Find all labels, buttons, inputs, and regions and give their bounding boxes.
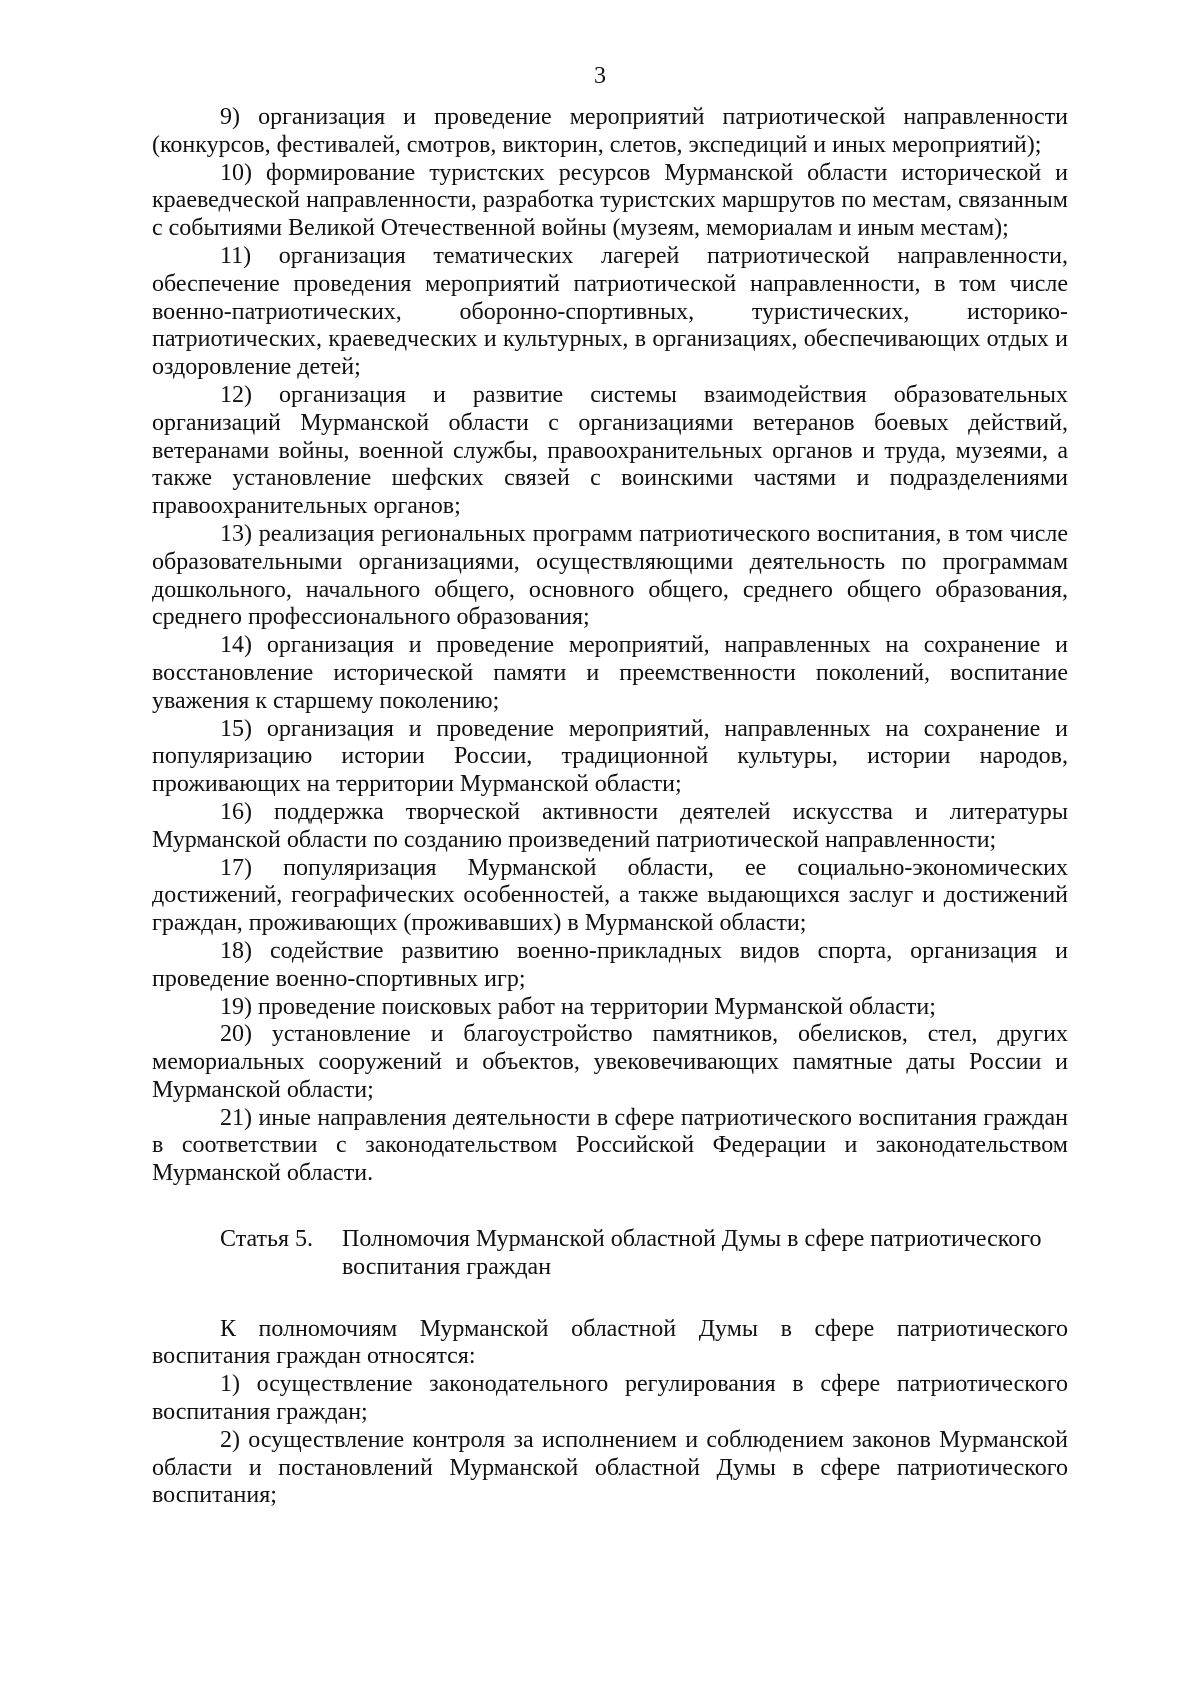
list-item: 18) содействие развитию военно-прикладных видов спорта, организация и проведение военно-спортивных игр; — [152, 937, 1068, 992]
list-item: 15) организация и проведение мероприятий, направленных на сохранение и популяризацию истории России, традиционной культуры, истории народов, проживающих на территории Мурманской области; — [152, 715, 1068, 798]
page-number: 3 — [594, 63, 606, 89]
list-item: 17) популяризация Мурманской области, ее социально-экономических достижений, географических особенностей, а также выдающихся заслуг и достижений граждан, проживающих (проживавших) в Мурманской области; — [152, 854, 1068, 937]
article-label: Статья 5. — [220, 1226, 313, 1253]
article-intro: К полномочиям Мурманской областной Думы в сфере патриотического воспитания граждан относятся: — [152, 1315, 1068, 1370]
article-heading — [152, 1226, 1068, 1282]
list-item: 20) установление и благоустройство памятников, обелисков, стел, других мемориальных сооружений и объектов, увековечивающих памятные даты России и Мурманской области; — [152, 1021, 1068, 1103]
list-item: 9) организация и проведение мероприятий патриотической направленности (конкурсов, фестивалей, смотров, викторин, слетов, экспедиций и иных мероприятий); — [152, 104, 1068, 158]
list-item: 1) осуществление законодательного регулирования в сфере патриотического воспитания граждан; — [152, 1371, 1068, 1426]
list-item: 13) реализация региональных программ патриотического воспитания, в том числе образовательными организациями, осуществляющими деятельность по программам дошкольного, начального общего, основного общего, среднего общего образования, среднего профессионального образования; — [152, 520, 1068, 631]
list-item: 21) иные направления деятельности в сфере патриотического воспитания граждан в соответствии с законодательством Российской Федерации и законодательством Мурманской области. — [152, 1104, 1068, 1187]
list-item: 12) организация и развитие системы взаимодействия образовательных организаций Мурманской области с организациями ветеранов боевых действий, ветеранами войны, военной службы, правоохранительных органов и труда, музеями, а также установление шефских связей с воинскими частями и подразделениями правоохранительных органов; — [152, 381, 1068, 520]
list-item: 10) формирование туристских ресурсов Мурманской области исторической и краеведческой направленности, разработка туристских маршрутов по местам, связанным с событиями Великой Отечественной войны (музеям, мемориалам и иным местам); — [152, 159, 1068, 242]
document-body — [152, 104, 1068, 1510]
list-item: 2) осуществление контроля за исполнением и соблюдением законов Мурманской области и постановлений Мурманской областной Думы в сфере патриотического воспитания; — [152, 1426, 1068, 1509]
list-item: 14) организация и проведение мероприятий, направленных на сохранение и восстановление исторической памяти и преемственности поколений, воспитание уважения к старшему поколению; — [152, 632, 1068, 714]
list-item: 19) проведение поисковых работ на территории Мурманской области; — [220, 993, 936, 1020]
list-item: 16) поддержка творческой активности деятелей искусства и литературы Мурманской области по созданию произведений патриотической направленности; — [152, 798, 1068, 853]
list-item: 11) организация тематических лагерей патриотической направленности, обеспечение проведения мероприятий патриотической направленности, в том числе военно-патриотических, оборонно-спортивных, туристических, историко-патриотических, краеведческих и культурных, в организациях, обеспечивающих отдых и оздоровление детей; — [152, 242, 1068, 381]
article-title: Полномочия Мурманской областной Думы в сфере патриотического воспитания граждан — [342, 1226, 1042, 1280]
